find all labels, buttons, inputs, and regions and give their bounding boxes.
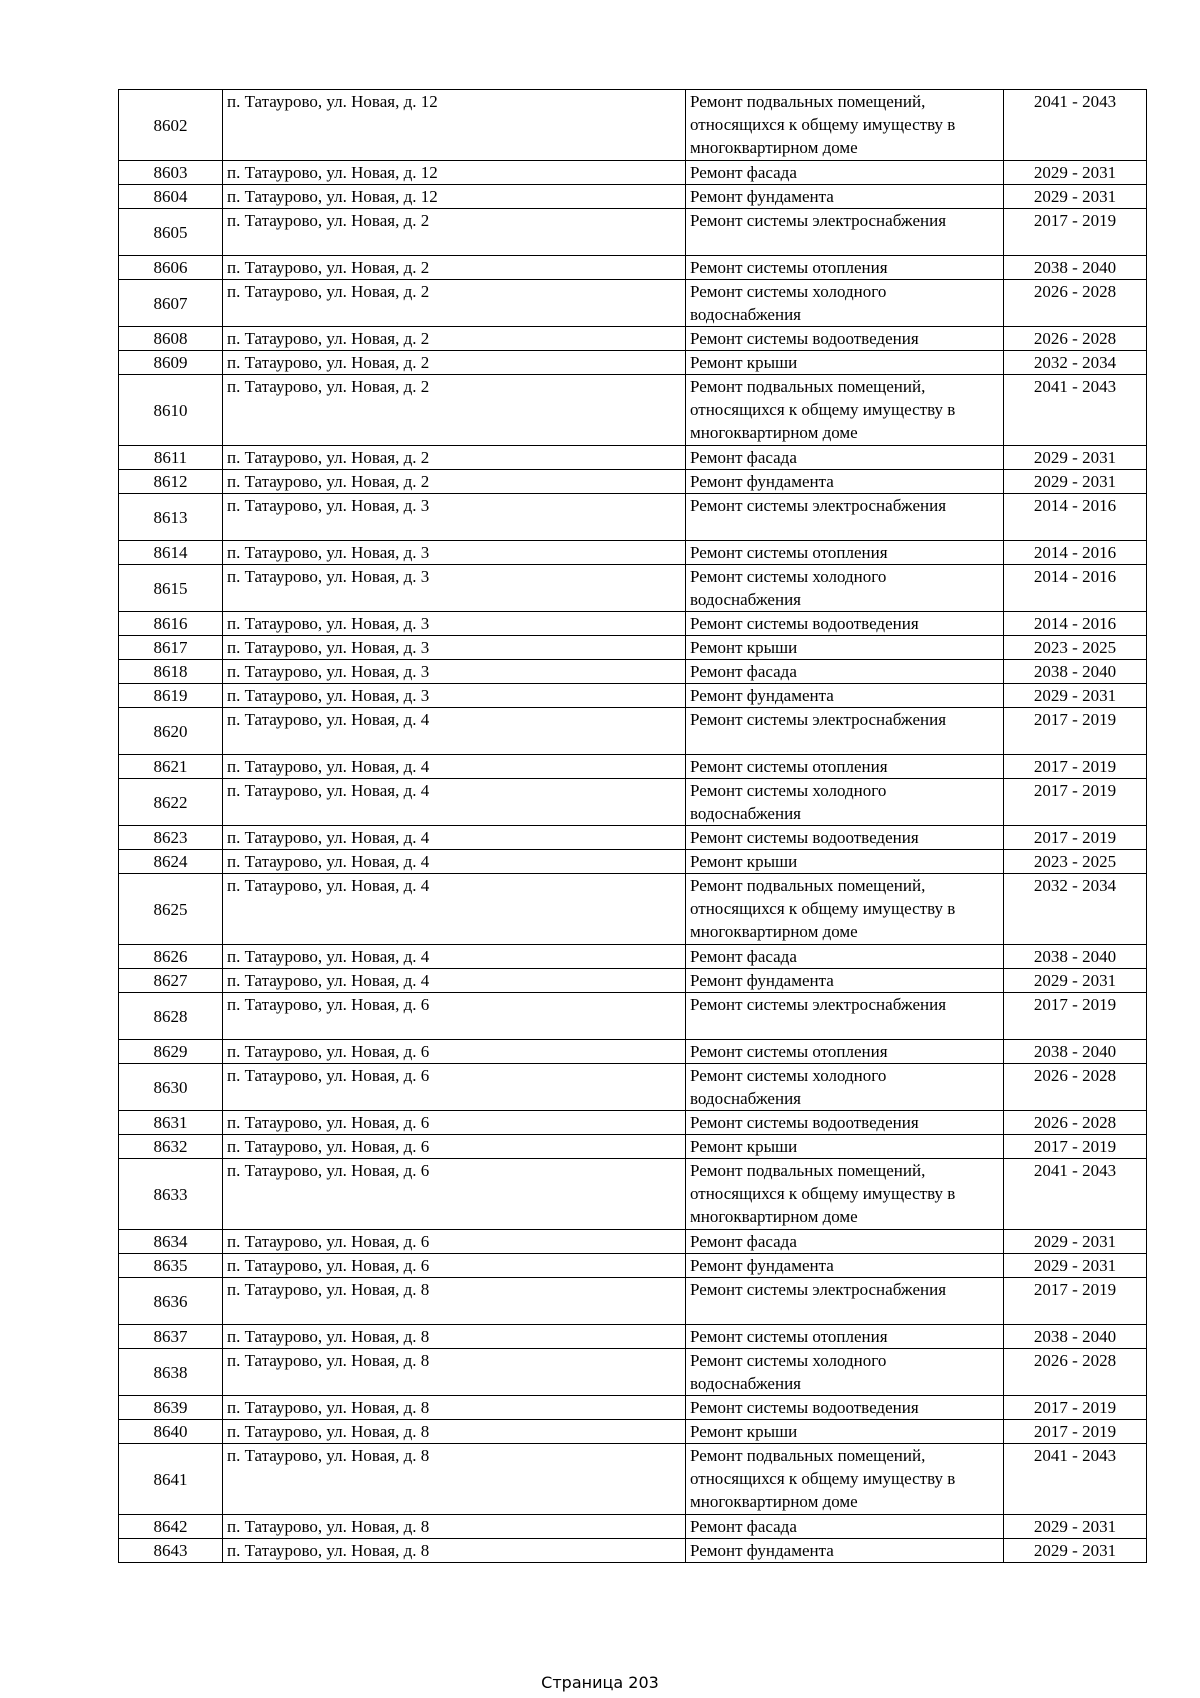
row-work-type: Ремонт системы водоотведения	[686, 1396, 1004, 1420]
row-work-type: Ремонт системы отопления	[686, 755, 1004, 779]
row-period: 2029 - 2031	[1004, 1254, 1147, 1278]
row-period: 2038 - 2040	[1004, 1040, 1147, 1064]
row-address: п. Татаурово, ул. Новая, д. 6	[223, 1064, 686, 1111]
row-number: 8631	[119, 1111, 223, 1135]
row-number: 8606	[119, 256, 223, 280]
row-period: 2026 - 2028	[1004, 327, 1147, 351]
row-work-type: Ремонт крыши	[686, 1135, 1004, 1159]
row-work-type: Ремонт системы отопления	[686, 541, 1004, 565]
row-period: 2029 - 2031	[1004, 1230, 1147, 1254]
row-address: п. Татаурово, ул. Новая, д. 12	[223, 161, 686, 185]
row-work-type: Ремонт системы отопления	[686, 256, 1004, 280]
row-address: п. Татаурово, ул. Новая, д. 8	[223, 1539, 686, 1563]
row-address: п. Татаурово, ул. Новая, д. 3	[223, 541, 686, 565]
row-period: 2029 - 2031	[1004, 185, 1147, 209]
row-period: 2038 - 2040	[1004, 1325, 1147, 1349]
row-address: п. Татаурово, ул. Новая, д. 6	[223, 1230, 686, 1254]
row-address: п. Татаурово, ул. Новая, д. 4	[223, 779, 686, 826]
table-row	[119, 90, 1147, 161]
row-period: 2038 - 2040	[1004, 256, 1147, 280]
table-row	[119, 850, 1147, 874]
row-number: 8607	[119, 280, 223, 327]
row-work-type: Ремонт системы холодного водоснабжения	[686, 1064, 1004, 1111]
row-period: 2023 - 2025	[1004, 850, 1147, 874]
row-number: 8621	[119, 755, 223, 779]
row-work-type: Ремонт системы холодного водоснабжения	[686, 779, 1004, 826]
row-period: 2026 - 2028	[1004, 1111, 1147, 1135]
row-work-type: Ремонт фундамента	[686, 969, 1004, 993]
row-number: 8609	[119, 351, 223, 375]
row-address: п. Татаурово, ул. Новая, д. 4	[223, 945, 686, 969]
row-address: п. Татаурово, ул. Новая, д. 4	[223, 969, 686, 993]
row-period: 2014 - 2016	[1004, 612, 1147, 636]
row-period: 2041 - 2043	[1004, 1159, 1147, 1230]
row-work-type: Ремонт фундамента	[686, 470, 1004, 494]
row-period: 2029 - 2031	[1004, 1515, 1147, 1539]
table-row	[119, 161, 1147, 185]
row-number: 8636	[119, 1278, 223, 1325]
row-work-type: Ремонт подвальных помещений, относящихся к общему имуществу в многоквартирном доме	[686, 1159, 1004, 1230]
table-row	[119, 874, 1147, 945]
table-row	[119, 1278, 1147, 1325]
row-work-type: Ремонт подвальных помещений, относящихся к общему имуществу в многоквартирном доме	[686, 1444, 1004, 1515]
table-row	[119, 660, 1147, 684]
row-work-type: Ремонт фасада	[686, 945, 1004, 969]
row-address: п. Татаурово, ул. Новая, д. 6	[223, 1254, 686, 1278]
row-period: 2029 - 2031	[1004, 161, 1147, 185]
row-period: 2029 - 2031	[1004, 1539, 1147, 1563]
row-work-type: Ремонт крыши	[686, 1420, 1004, 1444]
row-number: 8622	[119, 779, 223, 826]
table-row	[119, 969, 1147, 993]
row-address: п. Татаурово, ул. Новая, д. 2	[223, 351, 686, 375]
row-address: п. Татаурово, ул. Новая, д. 3	[223, 636, 686, 660]
table-row	[119, 708, 1147, 755]
row-number: 8616	[119, 612, 223, 636]
row-address: п. Татаурово, ул. Новая, д. 8	[223, 1515, 686, 1539]
row-address: п. Татаурово, ул. Новая, д. 2	[223, 327, 686, 351]
table-row	[119, 1230, 1147, 1254]
row-work-type: Ремонт системы электроснабжения	[686, 708, 1004, 755]
row-number: 8634	[119, 1230, 223, 1254]
row-period: 2014 - 2016	[1004, 541, 1147, 565]
row-work-type: Ремонт фундамента	[686, 684, 1004, 708]
row-period: 2017 - 2019	[1004, 779, 1147, 826]
row-period: 2038 - 2040	[1004, 660, 1147, 684]
table-row	[119, 351, 1147, 375]
row-period: 2032 - 2034	[1004, 874, 1147, 945]
row-address: п. Татаурово, ул. Новая, д. 2	[223, 446, 686, 470]
row-number: 8605	[119, 209, 223, 256]
table-row	[119, 1254, 1147, 1278]
row-address: п. Татаурово, ул. Новая, д. 4	[223, 874, 686, 945]
table-row	[119, 1444, 1147, 1515]
row-number: 8623	[119, 826, 223, 850]
table-row	[119, 565, 1147, 612]
row-period: 2029 - 2031	[1004, 969, 1147, 993]
row-work-type: Ремонт системы водоотведения	[686, 327, 1004, 351]
row-number: 8633	[119, 1159, 223, 1230]
row-number: 8615	[119, 565, 223, 612]
row-number: 8639	[119, 1396, 223, 1420]
row-period: 2026 - 2028	[1004, 1064, 1147, 1111]
row-work-type: Ремонт системы электроснабжения	[686, 209, 1004, 256]
row-work-type: Ремонт подвальных помещений, относящихся к общему имуществу в многоквартирном доме	[686, 874, 1004, 945]
row-period: 2023 - 2025	[1004, 636, 1147, 660]
row-address: п. Татаурово, ул. Новая, д. 6	[223, 1159, 686, 1230]
row-number: 8618	[119, 660, 223, 684]
row-work-type: Ремонт системы холодного водоснабжения	[686, 280, 1004, 327]
page-number-footer: Страница 203	[541, 1673, 659, 1692]
row-period: 2017 - 2019	[1004, 993, 1147, 1040]
table-row	[119, 209, 1147, 256]
row-work-type: Ремонт подвальных помещений, относящихся к общему имуществу в многоквартирном доме	[686, 375, 1004, 446]
row-number: 8608	[119, 327, 223, 351]
capital-repair-table	[118, 89, 1147, 1563]
row-address: п. Татаурово, ул. Новая, д. 6	[223, 993, 686, 1040]
row-work-type: Ремонт системы отопления	[686, 1040, 1004, 1064]
table-body	[119, 90, 1147, 1563]
row-address: п. Татаурово, ул. Новая, д. 4	[223, 826, 686, 850]
row-work-type: Ремонт фундамента	[686, 1539, 1004, 1563]
row-number: 8632	[119, 1135, 223, 1159]
row-period: 2017 - 2019	[1004, 1278, 1147, 1325]
row-number: 8602	[119, 90, 223, 161]
table-row	[119, 1135, 1147, 1159]
row-number: 8635	[119, 1254, 223, 1278]
row-period: 2017 - 2019	[1004, 209, 1147, 256]
row-address: п. Татаурово, ул. Новая, д. 6	[223, 1135, 686, 1159]
row-number: 8637	[119, 1325, 223, 1349]
row-work-type: Ремонт фасада	[686, 1515, 1004, 1539]
row-period: 2029 - 2031	[1004, 684, 1147, 708]
row-address: п. Татаурово, ул. Новая, д. 8	[223, 1349, 686, 1396]
table-row	[119, 779, 1147, 826]
row-address: п. Татаурово, ул. Новая, д. 2	[223, 470, 686, 494]
row-work-type: Ремонт крыши	[686, 850, 1004, 874]
row-address: п. Татаурово, ул. Новая, д. 3	[223, 494, 686, 541]
row-number: 8626	[119, 945, 223, 969]
table-row	[119, 1420, 1147, 1444]
row-work-type: Ремонт системы холодного водоснабжения	[686, 565, 1004, 612]
row-work-type: Ремонт системы водоотведения	[686, 1111, 1004, 1135]
row-number: 8619	[119, 684, 223, 708]
row-work-type: Ремонт фундамента	[686, 185, 1004, 209]
row-period: 2017 - 2019	[1004, 1396, 1147, 1420]
row-address: п. Татаурово, ул. Новая, д. 2	[223, 375, 686, 446]
row-address: п. Татаурово, ул. Новая, д. 3	[223, 612, 686, 636]
row-address: п. Татаурово, ул. Новая, д. 6	[223, 1040, 686, 1064]
table-row	[119, 945, 1147, 969]
row-number: 8638	[119, 1349, 223, 1396]
row-address: п. Татаурово, ул. Новая, д. 2	[223, 256, 686, 280]
row-address: п. Татаурово, ул. Новая, д. 3	[223, 660, 686, 684]
row-period: 2041 - 2043	[1004, 375, 1147, 446]
row-address: п. Татаурово, ул. Новая, д. 6	[223, 1111, 686, 1135]
table-row	[119, 375, 1147, 446]
row-period: 2014 - 2016	[1004, 565, 1147, 612]
row-address: п. Татаурово, ул. Новая, д. 4	[223, 850, 686, 874]
row-address: п. Татаурово, ул. Новая, д. 8	[223, 1278, 686, 1325]
row-number: 8604	[119, 185, 223, 209]
row-work-type: Ремонт крыши	[686, 351, 1004, 375]
table-row	[119, 1349, 1147, 1396]
table-row	[119, 1159, 1147, 1230]
row-work-type: Ремонт системы электроснабжения	[686, 494, 1004, 541]
row-address: п. Татаурово, ул. Новая, д. 3	[223, 565, 686, 612]
row-number: 8625	[119, 874, 223, 945]
table-row	[119, 1515, 1147, 1539]
row-work-type: Ремонт крыши	[686, 636, 1004, 660]
row-work-type: Ремонт системы водоотведения	[686, 612, 1004, 636]
row-number: 8614	[119, 541, 223, 565]
table-row	[119, 185, 1147, 209]
table-row	[119, 494, 1147, 541]
row-period: 2038 - 2040	[1004, 945, 1147, 969]
row-number: 8630	[119, 1064, 223, 1111]
row-address: п. Татаурово, ул. Новая, д. 3	[223, 684, 686, 708]
table-row	[119, 1539, 1147, 1563]
table-row	[119, 470, 1147, 494]
table-row	[119, 327, 1147, 351]
table-row	[119, 1325, 1147, 1349]
row-number: 8624	[119, 850, 223, 874]
row-work-type: Ремонт системы водоотведения	[686, 826, 1004, 850]
row-work-type: Ремонт системы отопления	[686, 1325, 1004, 1349]
table-row	[119, 826, 1147, 850]
row-number: 8642	[119, 1515, 223, 1539]
row-address: п. Татаурово, ул. Новая, д. 8	[223, 1420, 686, 1444]
table-row	[119, 446, 1147, 470]
table-row	[119, 256, 1147, 280]
row-address: п. Татаурово, ул. Новая, д. 8	[223, 1444, 686, 1515]
row-period: 2014 - 2016	[1004, 494, 1147, 541]
row-period: 2041 - 2043	[1004, 1444, 1147, 1515]
row-number: 8627	[119, 969, 223, 993]
table-row	[119, 1396, 1147, 1420]
row-number: 8613	[119, 494, 223, 541]
row-period: 2026 - 2028	[1004, 1349, 1147, 1396]
row-address: п. Татаурово, ул. Новая, д. 4	[223, 708, 686, 755]
table-row	[119, 755, 1147, 779]
row-work-type: Ремонт фасада	[686, 660, 1004, 684]
row-period: 2041 - 2043	[1004, 90, 1147, 161]
row-work-type: Ремонт фасада	[686, 446, 1004, 470]
table-row	[119, 280, 1147, 327]
row-number: 8641	[119, 1444, 223, 1515]
row-number: 8628	[119, 993, 223, 1040]
row-period: 2032 - 2034	[1004, 351, 1147, 375]
row-address: п. Татаурово, ул. Новая, д. 12	[223, 185, 686, 209]
row-number: 8617	[119, 636, 223, 660]
row-work-type: Ремонт фасада	[686, 1230, 1004, 1254]
row-address: п. Татаурово, ул. Новая, д. 2	[223, 280, 686, 327]
row-period: 2017 - 2019	[1004, 1135, 1147, 1159]
row-work-type: Ремонт системы электроснабжения	[686, 1278, 1004, 1325]
row-work-type: Ремонт системы электроснабжения	[686, 993, 1004, 1040]
row-work-type: Ремонт фасада	[686, 161, 1004, 185]
row-address: п. Татаурово, ул. Новая, д. 2	[223, 209, 686, 256]
row-number: 8640	[119, 1420, 223, 1444]
table-row	[119, 1040, 1147, 1064]
row-number: 8629	[119, 1040, 223, 1064]
row-work-type: Ремонт фундамента	[686, 1254, 1004, 1278]
row-number: 8643	[119, 1539, 223, 1563]
row-address: п. Татаурово, ул. Новая, д. 8	[223, 1396, 686, 1420]
row-period: 2017 - 2019	[1004, 826, 1147, 850]
row-address: п. Татаурово, ул. Новая, д. 4	[223, 755, 686, 779]
row-period: 2017 - 2019	[1004, 708, 1147, 755]
row-number: 8611	[119, 446, 223, 470]
row-number: 8603	[119, 161, 223, 185]
row-period: 2017 - 2019	[1004, 755, 1147, 779]
row-number: 8612	[119, 470, 223, 494]
row-number: 8610	[119, 375, 223, 446]
row-work-type: Ремонт системы холодного водоснабжения	[686, 1349, 1004, 1396]
row-work-type: Ремонт подвальных помещений, относящихся к общему имуществу в многоквартирном доме	[686, 90, 1004, 161]
table-row	[119, 1111, 1147, 1135]
row-period: 2017 - 2019	[1004, 1420, 1147, 1444]
row-period: 2029 - 2031	[1004, 446, 1147, 470]
table-row	[119, 993, 1147, 1040]
table-row	[119, 612, 1147, 636]
row-address: п. Татаурово, ул. Новая, д. 12	[223, 90, 686, 161]
table-row	[119, 636, 1147, 660]
table-row	[119, 541, 1147, 565]
row-period: 2026 - 2028	[1004, 280, 1147, 327]
table-row	[119, 684, 1147, 708]
row-address: п. Татаурово, ул. Новая, д. 8	[223, 1325, 686, 1349]
table-row	[119, 1064, 1147, 1111]
row-period: 2029 - 2031	[1004, 470, 1147, 494]
row-number: 8620	[119, 708, 223, 755]
